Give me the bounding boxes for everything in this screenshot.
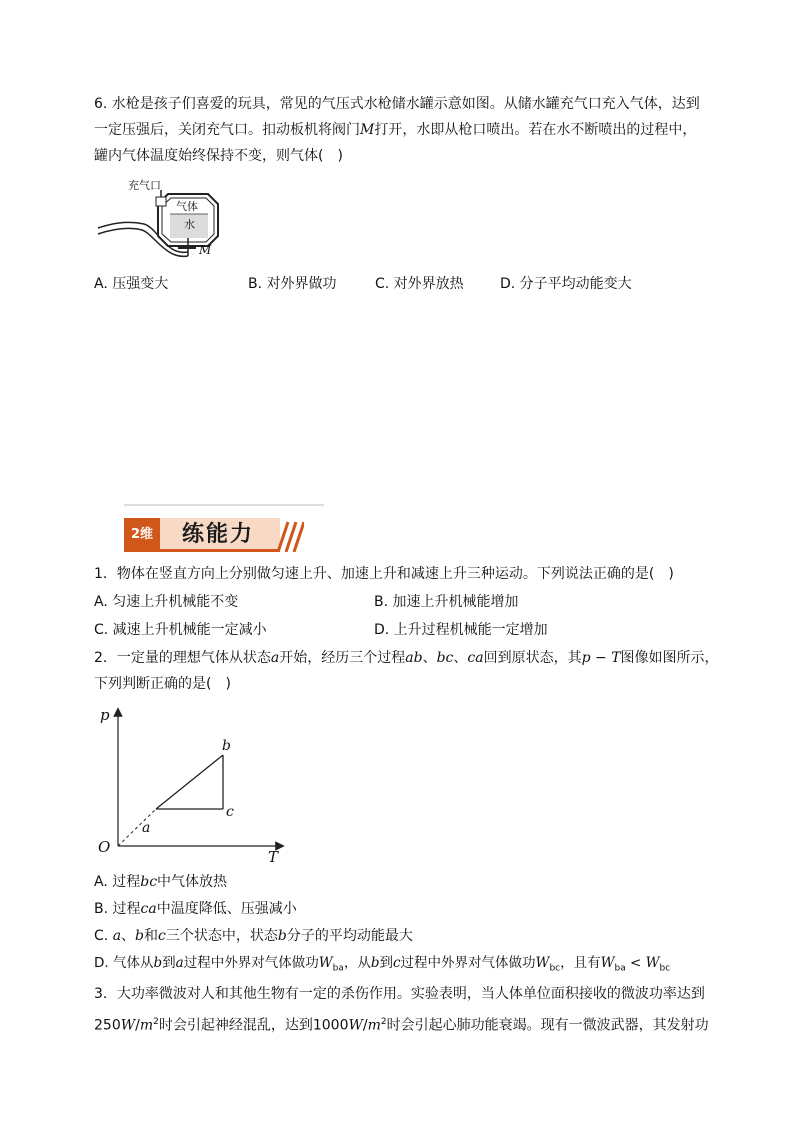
section-banner <box>124 518 304 552</box>
water-label: 水 <box>184 218 195 231</box>
water-gun-tank-figure <box>96 176 226 260</box>
valve-m-label: M <box>199 243 212 257</box>
p2-option-c: C. a、b和c三个状态中，状态b分子的平均动能最大 <box>94 928 413 944</box>
q6-option-a: A. 压强变大 <box>94 276 169 292</box>
section-badge: 2维 <box>124 518 160 552</box>
point-b-label: b <box>222 738 231 754</box>
p1-option-b: B. 加速上升机械能增加 <box>374 594 519 610</box>
p2-stem-line-2: 下列判断正确的是( ) <box>94 676 231 692</box>
p3-stem-line-2: $250W/m^2$时会引起神经混乱，达到$1000W/m^2$时会引起心肺功能衰竭。现有一微波武器，其发射功 <box>94 1017 709 1034</box>
p1-stem: 1．物体在竖直方向上分别做匀速上升、加速上升和减速上升三种运动。下列说法正确的是( ) <box>94 566 674 582</box>
q6-option-d: D. 分子平均动能变大 <box>500 276 632 292</box>
p2-option-b: B. 过程ca中温度降低、压强减小 <box>94 901 297 917</box>
point-c-label: c <box>226 804 234 820</box>
q6-stem-line-3: 罐内气体温度始终保持不变，则气体( ) <box>94 148 343 164</box>
process-ab <box>156 755 223 809</box>
inlet-valve <box>156 197 166 206</box>
banner-rule <box>124 504 324 506</box>
p-t-graph <box>94 700 294 870</box>
x-axis-label: T <box>268 848 279 866</box>
p2-option-d: D. 气体从b到a过程中外界对气体做功$W_{ba}$，从b到c过程中外界对气体做功$W_{bc}$，且有$W_{ba} < W_{bc}$ <box>94 955 671 974</box>
q6-option-b: B. 对外界做功 <box>248 276 337 292</box>
p3-stem-line-1: 3．大功率微波对人和其他生物有一定的杀伤作用。实验表明，当人体单位面积接收的微波功率达到 <box>94 986 705 1002</box>
q6-stem-line-1: 6. 水枪是孩子们喜爱的玩具，常见的气压式水枪储水罐示意如图。从储水罐充气口充入气体，达到 <box>94 96 700 112</box>
origin-label: O <box>98 838 111 856</box>
section-title: 练能力 <box>182 522 255 547</box>
point-a-label: a <box>142 820 151 836</box>
p1-option-d: D. 上升过程机械能一定增加 <box>374 622 548 638</box>
p2-stem-line-1: 2．一定量的理想气体从状态a开始，经历三个过程ab、bc、ca回到原状态，其p − T图像如图所示， <box>94 650 719 666</box>
q6-option-c: C. 对外界放热 <box>375 276 464 292</box>
q6-stem-line-2: 一定压强后，关闭充气口。扣动板机将阀门M打开，水即从枪口喷出。若在水不断喷出的过程中， <box>94 122 697 138</box>
p1-option-a: A. 匀速上升机械能不变 <box>94 594 239 610</box>
banner-stripes <box>274 518 304 552</box>
p1-option-c: C. 减速上升机械能一定减小 <box>94 622 267 638</box>
p2-option-a: A. 过程bc中气体放热 <box>94 874 228 890</box>
gas-label: 气体 <box>176 200 198 213</box>
inlet-label: 充气口 <box>128 179 161 192</box>
y-axis-label: p <box>100 706 110 724</box>
